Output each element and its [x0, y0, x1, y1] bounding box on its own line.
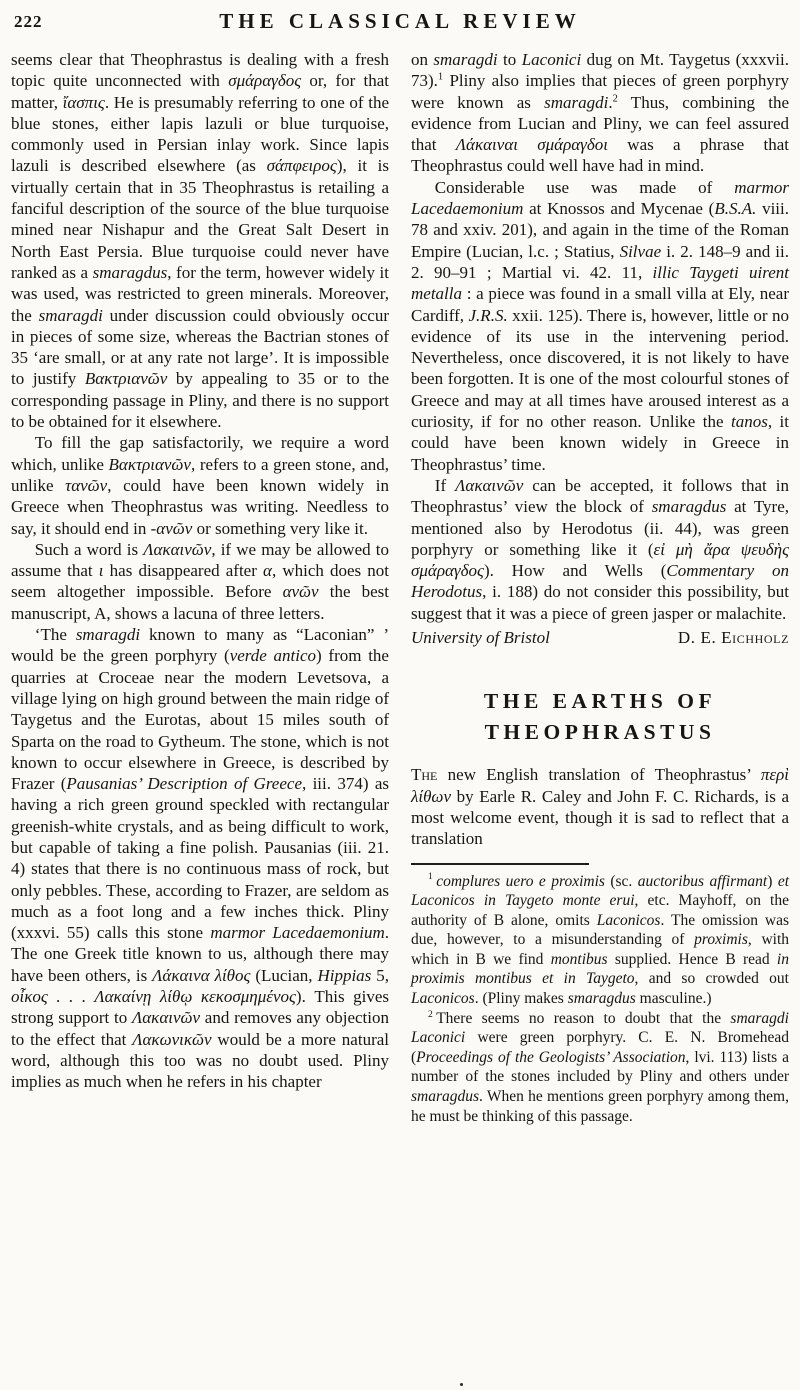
- paragraph: [411, 177, 789, 475]
- text-run: new English translation of Theophrastus’: [437, 765, 761, 785]
- footnote-ref-marker: 2: [612, 92, 618, 104]
- text-run: by appealing to 35 or to the corresponding passage in Pliny, and there is no support to be obtained for it elsewhere.: [11, 369, 389, 432]
- section-title-line2: THEOPHRASTUS: [484, 720, 716, 745]
- text-run: and removes any objection to the effect that: [11, 1008, 389, 1049]
- text-run: , refers to a green stone, and, unlike: [11, 454, 390, 495]
- text-run: were green porphyry. C. E. N. Bromehead (: [411, 1029, 789, 1066]
- italic-text-run: Βακτριανῶν: [84, 369, 168, 389]
- text-run: , etc. Mayhoff, on the authority of B alone, omits: [411, 892, 789, 929]
- italic-text-run: auctoribus affirmant: [637, 872, 768, 890]
- paragraph: [11, 49, 389, 432]
- italic-text-run: Proceedings of the Geologists’ Association: [416, 1048, 686, 1066]
- text-run: was a phrase that Theophrastus could well have had in mind.: [411, 135, 790, 176]
- text-run: , iii. 374) as having a rich green ground speckled with rectangular greenish-white crystals, and as being difficult to work, but capable of taking a fine polish. Pausanias (iii. 21. 4) states that there is no continuous mass of rock, but only pebbles. These, according to Frazer, are seldom as much as a foot long and a few inches thick. Pliny (xxxvi. 55) calls this stone: [11, 774, 389, 943]
- text-run: has disappeared after: [103, 561, 264, 581]
- text-run: To fill the gap satisfactorily, we require a word which, unlike: [11, 433, 389, 474]
- italic-text-run: Hippias: [317, 965, 372, 985]
- italic-text-run: B.S.A.: [714, 199, 757, 219]
- italic-text-run: Pausanias’ Description of Greece: [66, 774, 302, 794]
- italic-text-run: smaragdus: [567, 990, 636, 1008]
- italic-text-run: Λακαινῶν: [131, 1008, 201, 1028]
- italic-text-run: τανῶν: [65, 475, 108, 495]
- two-column-body: [11, 49, 789, 1126]
- italic-text-run: verde antico: [229, 646, 317, 666]
- italic-text-run: ανῶν: [282, 582, 319, 602]
- text-run: or something very like it.: [192, 518, 368, 538]
- text-run: on: [411, 50, 434, 69]
- text-run: The: [411, 765, 438, 785]
- italic-text-run: Commentary on Herodotus: [411, 561, 789, 602]
- text-run: , for the term, however widely it was used, was restricted to green minerals. Moreover, the: [11, 262, 389, 325]
- italic-text-run: illic Taygeti uirent metalla: [411, 262, 789, 304]
- text-run: Considerable use was made of: [434, 177, 735, 197]
- text-run: . When he mentions green porphyry among them, he must be thinking of this passage.: [411, 1088, 789, 1125]
- page-number: 222: [14, 12, 43, 31]
- text-run: . He is presumably referring to one of the blue stones, either lapis lazuli or blue turquoise, commonly used in Persian inlay work. Since lapis lazuli is described elsewhere (as: [11, 92, 389, 176]
- italic-text-run: marmor Lacedaemonium: [411, 177, 789, 219]
- page-header: [11, 8, 789, 40]
- text-run: , with which in B we find: [411, 931, 789, 968]
- section-title-line1: THE EARTHS OF: [483, 689, 717, 714]
- italic-text-run: ανῶν: [156, 518, 193, 538]
- italic-text-run: περὶ λίθων: [411, 765, 789, 806]
- italic-text-run: in proximis montibus et in Taygeto: [411, 950, 789, 988]
- italic-text-run: Laconici: [521, 50, 582, 69]
- text-run: ‘The: [34, 625, 76, 645]
- text-run: , if we may be allowed to assume that: [11, 539, 390, 581]
- italic-text-run: Λακαινῶν: [143, 539, 212, 559]
- italic-text-run: σμάραγδος: [228, 71, 302, 91]
- text-run: (Lucian,: [250, 965, 318, 985]
- footnote-marker: 2: [428, 1008, 433, 1020]
- italic-text-run: tanos: [731, 412, 768, 432]
- text-run: , which does not seem altogether impossible. Before: [11, 561, 390, 602]
- italic-text-run: Λάκαιναι σμάραγδοι: [455, 135, 609, 155]
- footnote-ref-marker: 1: [437, 71, 444, 83]
- italic-text-run: marmor Lacedaemonium: [210, 923, 385, 943]
- italic-text-run: Silvae: [619, 241, 662, 261]
- text-run: xxii. 125). There is, however, little or no evidence of its use in the intervening period. Nevertheless, once discovered, it is not likely to have been forgotten. It is one of the most colourful stones of Greece and may at all times have aroused interest as a curiosity, if for no other reason. Unlike the: [411, 305, 789, 432]
- italic-text-run: smaragdus: [92, 262, 168, 282]
- footnotes: [411, 872, 789, 1127]
- italic-text-run: et Laconicos in Taygeto monte erui: [411, 872, 789, 910]
- footnote-text: [411, 1010, 789, 1125]
- text-run: 5,: [371, 965, 390, 985]
- italic-text-run: οἶκος . . . Λακαίνῃ λίθῳ κεκοσμημένος: [11, 987, 296, 1007]
- italic-text-run: α: [263, 561, 272, 581]
- left-column: [11, 49, 389, 1126]
- text-run: or, for that matter,: [11, 71, 389, 112]
- italic-text-run: complures uero e proximis: [436, 872, 605, 890]
- footnote-text: [411, 873, 789, 1008]
- italic-text-run: Βακτριανῶν: [108, 454, 191, 474]
- text-run: viii. 78 and xxiv. 201), and again in the time of the Roman Empire (Lucian, l.c. ; Statius,: [411, 199, 789, 261]
- italic-text-run: smaragdi: [433, 50, 498, 69]
- italic-text-run: Λακαινῶν: [455, 475, 524, 495]
- italic-text-run: J.R.S.: [468, 305, 508, 325]
- text-run: Pliny also implies that pieces of green porphyry were known as: [411, 71, 789, 112]
- text-run: (sc.: [604, 872, 638, 890]
- text-run: under discussion could obviously occur in pieces of some size, whereas the Bactrian stones of 35 ‘are small, or at any rate not large’. It is impossible to justify: [11, 305, 389, 389]
- author-affiliation: University of Bristol: [411, 628, 550, 648]
- section-title: [411, 686, 789, 748]
- italic-text-run: montibus: [550, 950, 608, 968]
- text-run: masculine.): [635, 990, 712, 1008]
- text-run: , it could have been known widely in Greece in Theophrastus’ time.: [411, 412, 789, 474]
- text-run: .: [608, 92, 613, 112]
- text-run: at Knossos and Mycenae (: [523, 199, 715, 219]
- article-signature: [411, 627, 789, 648]
- italic-text-run: smaragdi: [75, 625, 141, 645]
- italic-text-run: Λάκαινα λίθος: [152, 965, 251, 985]
- text-run: would be a more natural word, although this too was no doubt used. Pliny implies as much when he refers in his chapter: [11, 1029, 390, 1092]
- text-run: , could have been known widely in Greece when Theophrastus was writing. Needless to say, it should end in -: [11, 475, 389, 538]
- text-run: Such a word is: [34, 539, 144, 559]
- text-run: , lvi. 113) lists a number of the stones included by Pliny and others under: [411, 1048, 789, 1086]
- italic-text-run: smaragdus: [651, 497, 727, 517]
- italic-text-run: εἰ μὴ ἄρα ψευδὴς σμάραγδος: [411, 539, 789, 581]
- text-run: supplied. Hence B read: [607, 950, 777, 968]
- paragraph: [411, 764, 789, 849]
- text-run: . (Pliny makes: [474, 990, 568, 1008]
- text-run: i. 2. 148–9 and ii. 2. 90–91 ; Martial vi. 42. 11,: [411, 241, 789, 282]
- text-run: , i. 188) do not consider this possibility, but suggest that it was a piece of green jasper or malachite.: [411, 582, 789, 623]
- text-run: ) from the quarries at Croceae near the modern Levetsova, a village lying on high ground between the main ridge of Taygetus and the Eurotas, about 15 miles south of Sparta on the road to Gytheum. The stone, which is not known to occur elsewhere in Greece, is described by Frazer (: [11, 646, 389, 794]
- journal-title: THE CLASSICAL REVIEW: [219, 9, 581, 33]
- text-run: dug on Mt. Taygetus (xxxvii. 73).: [411, 50, 789, 91]
- text-run: the best manuscript, A, shows a lacuna of three letters.: [11, 582, 389, 623]
- text-run: to: [497, 50, 522, 69]
- italic-text-run: smaragdus: [411, 1088, 480, 1106]
- footnote-separator: [411, 863, 589, 865]
- text-run: , and so crowded out: [634, 970, 789, 988]
- text-run: . The omission was due, however, to a misunderstanding of: [411, 911, 790, 949]
- right-column: [411, 49, 789, 1126]
- italic-text-run: proximis: [694, 931, 748, 949]
- italic-text-run: smaragdi Laconici: [411, 1009, 789, 1047]
- paragraph: [11, 624, 389, 1093]
- italic-text-run: ι: [98, 561, 104, 581]
- italic-text-run: Laconicos: [411, 990, 475, 1008]
- text-run: ), it is virtually certain that in 35 Theophrastus is retailing a fanciful description of the source of the blue turquoise mined near Nishapur and the Great Salt Desert in North East Persia. Blue turquoise could never have ranked as a: [11, 156, 389, 282]
- text-run: ): [767, 872, 778, 890]
- text-run: If: [434, 475, 456, 495]
- text-run: by Earle R. Caley and John F. C. Richards, is a most welcome event, though it is sad to reflect that a translation: [411, 786, 789, 849]
- paragraph: [411, 49, 789, 177]
- author-name: D. E. Eichholz: [677, 628, 789, 648]
- text-run: known to many as “Laconian” ’ would be the green porphyry (: [11, 625, 389, 666]
- text-run: ). How and Wells (: [483, 561, 667, 581]
- text-run: There seems no reason to doubt that the: [436, 1009, 731, 1027]
- text-run: seems clear that Theophrastus is dealing with a fresh topic quite unconnected with: [11, 50, 389, 91]
- text-run: ). This gives strong support to: [11, 987, 389, 1028]
- footnote-marker: 1: [428, 871, 433, 883]
- paragraph: [411, 475, 789, 624]
- italic-text-run: Laconicos: [596, 911, 661, 929]
- italic-text-run: ἴασπις: [62, 92, 105, 112]
- italic-text-run: σάπφειρος: [266, 156, 337, 176]
- paragraph: [11, 432, 389, 538]
- italic-text-run: smaragdi: [544, 92, 609, 112]
- italic-text-run: Λακωνικῶν: [132, 1029, 212, 1049]
- footnote-1: [411, 872, 789, 1009]
- text-run: at Tyre, mentioned also by Herodotus (ii. 44), was green porphyry or something like it (: [411, 497, 790, 559]
- italic-text-run: smaragdi: [38, 305, 103, 325]
- footnote-2: [411, 1009, 789, 1127]
- paragraph: [11, 539, 389, 624]
- text-run: Thus, combining the evidence from Lucian and Pliny, we can feel assured that: [411, 92, 789, 155]
- text-run: can be accepted, it follows that in Theophrastus’ view the block of: [411, 475, 789, 517]
- text-run: : a piece was found in a small villa at Ely, near Cardiff,: [411, 284, 789, 325]
- ink-dot-artifact: [460, 1383, 463, 1386]
- text-run: . The one Greek title known to us, although there may have been others, is: [11, 923, 389, 985]
